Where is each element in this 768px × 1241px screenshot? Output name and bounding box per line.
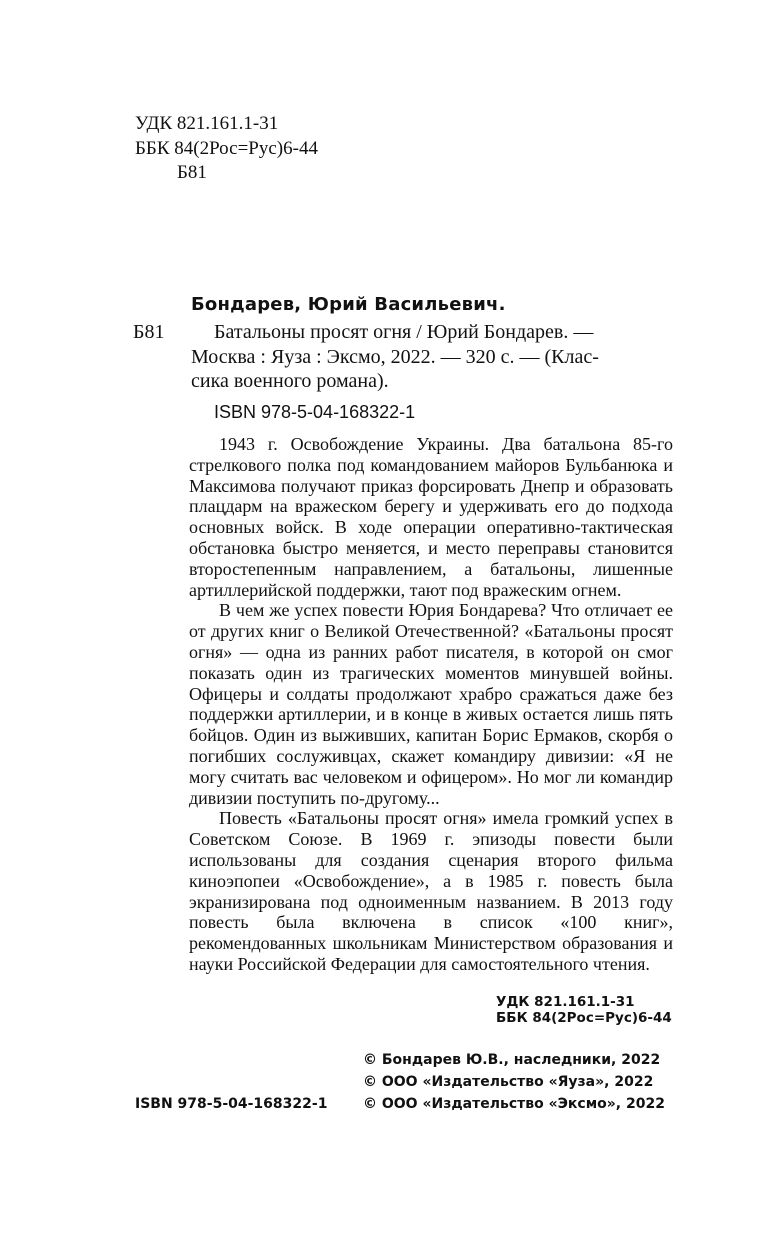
copyright-line: © ООО «Издательство «Эксмо», 2022 (363, 1096, 665, 1112)
annotation-paragraph: В чем же успех повести Юрия Бондарева? Что отличает ее от других книг о Великой Отечественной? «Батальоны просят огня» — одна из ранних работ писателя, в которой он смог показать один из трагических моментов минувшей войны. Офицеры и солдаты продолжают храбро сражаться даже без поддержки артиллерии, и в конце в живых остается лишь пять бойцов. Один из выживших, капитан Борис Ермаков, скорбя о погибших сослуживцах, скажет командиру дивизии: «Я не могу считать вас человеком и офицером». Но мог ли командир дивизии поступить по-другому... (189, 600, 673, 808)
annotation-paragraph: Повесть «Батальоны просят огня» имела громкий успех в Советском Союзе. В 1969 г. эпизоды повести были использованы для создания сценария второго фильма киноэпопеи «Освобождение», а в 1985 г. повесть была экранизирована под одноименным названием. В 2013 году повесть была включена в список «100 книг», рекомендованных школьникам Министерством образования и науки Российской Федерации для самостоятельного чтения. (189, 808, 673, 974)
annotation (189, 434, 673, 975)
author-mark: Б81 (177, 162, 207, 183)
record-description-line-3: сика военного романа). (191, 370, 389, 392)
bottom-bbk-code: ББК 84(2Рос=Рус)6-44 (496, 1010, 672, 1026)
copyright-line: © Бондарев Ю.В., наследники, 2022 (363, 1052, 661, 1068)
record-author-mark: Б81 (133, 321, 165, 343)
udk-code: УДК 821.161.1-31 (135, 113, 279, 134)
record-description-line-2: Москва : Яуза : Эксмо, 2022. — 320 с. — (Клас- (191, 346, 599, 368)
copyright-line: © ООО «Издательство «Яуза», 2022 (363, 1074, 654, 1090)
annotation-paragraph: 1943 г. Освобождение Украины. Два батальона 85-го стрелкового полка под командованием майоров Бульбанюка и Максимова получают приказ форсировать Днепр и образовать плацдарм на вражеском берегу и удерживать его до подхода основных войск. В ходе операции оперативно-тактическая обстановка быстро меняется, и место переправы становится второстепенным направлением, а батальоны, лишенные артиллерийской поддержки, тают под вражеским огнем. (189, 434, 673, 600)
record-description-line-1: Батальоны просят огня / Юрий Бондарев. — (214, 321, 594, 343)
bbk-code: ББК 84(2Рос=Рус)6-44 (135, 138, 318, 159)
bottom-isbn: ISBN 978-5-04-168322-1 (135, 1096, 328, 1112)
bottom-udk-code: УДК 821.161.1-31 (496, 994, 635, 1010)
author-heading: Бондарев, Юрий Васильевич. (191, 294, 506, 315)
record-isbn: ISBN 978-5-04-168322-1 (214, 402, 416, 422)
